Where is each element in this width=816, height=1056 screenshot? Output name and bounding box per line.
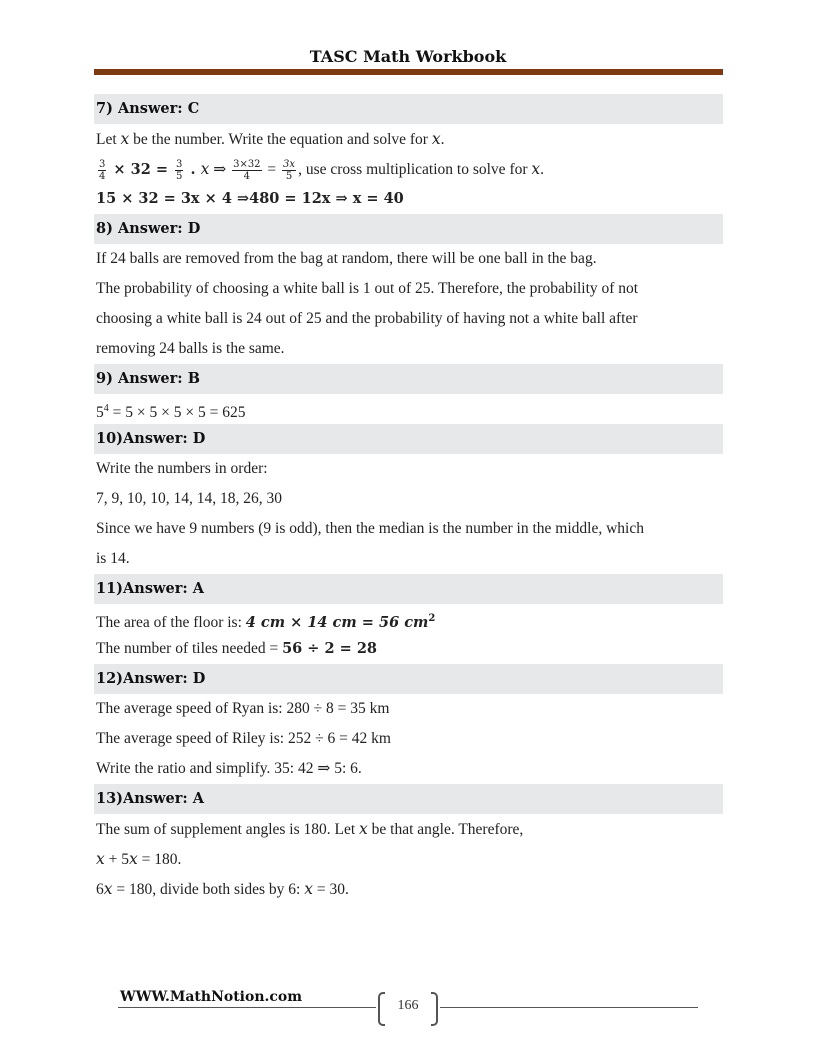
base: 5 bbox=[96, 404, 104, 422]
q7-line-3 bbox=[94, 184, 723, 214]
denominator: 5 bbox=[176, 170, 183, 182]
var-x: x bbox=[103, 880, 113, 898]
exponent: 2 bbox=[428, 613, 436, 624]
q10-line-1: Write the numbers in order: bbox=[96, 460, 268, 477]
math-text: . bbox=[185, 161, 201, 178]
text: = 5 × 5 × 5 × 5 = 625 bbox=[108, 404, 246, 422]
q8-line-1: If 24 balls are removed from the bag at random, there will be one ball in the bag. bbox=[96, 250, 597, 267]
answer-heading-7: 7) Answer: C bbox=[94, 94, 723, 124]
denominator: 4 bbox=[99, 170, 106, 182]
q13-line-2 bbox=[94, 844, 723, 874]
q10-line-3: Since we have 9 numbers (9 is odd), then the median is the number in the middle, which bbox=[96, 520, 644, 537]
text: . bbox=[540, 161, 545, 178]
var-x: x bbox=[359, 820, 368, 838]
answer-heading-10: 10)Answer: D bbox=[94, 424, 723, 454]
footer-website: WWW.MathNotion.com bbox=[120, 989, 303, 1005]
footer-rule-left bbox=[118, 1007, 376, 1008]
fraction-3x-5 bbox=[282, 159, 296, 182]
fraction-3x32-4 bbox=[232, 159, 261, 182]
fraction-3-5 bbox=[175, 159, 183, 182]
q10-line-4: is 14. bbox=[96, 550, 130, 567]
q11-line-2 bbox=[94, 634, 723, 664]
page-number: 166 bbox=[397, 998, 419, 1013]
q12-line-3: Write the ratio and simplify. 35: 42 ⇒ 5: 6. bbox=[96, 760, 362, 777]
text: = 30. bbox=[312, 881, 349, 898]
q11-line-1 bbox=[94, 604, 723, 634]
denominator: 5 bbox=[285, 170, 293, 182]
q9-line-1 bbox=[94, 394, 723, 424]
var-x: x bbox=[96, 850, 105, 868]
q8-line-2: The probability of choosing a white ball is 1 out of 25. Therefore, the probability of not bbox=[96, 280, 639, 297]
text: The sum of supplement angles is 180. Let bbox=[96, 821, 360, 838]
numerator: 3×32 bbox=[233, 158, 261, 170]
fraction-3-4 bbox=[98, 159, 106, 182]
q8-line-3: choosing a white ball is 24 out of 25 and the probability of having not a white ball after bbox=[96, 310, 638, 327]
answer-heading-13: 13)Answer: A bbox=[94, 784, 723, 814]
q13-line-3 bbox=[94, 874, 723, 904]
answer-content bbox=[94, 94, 723, 904]
numerator: 3x bbox=[283, 158, 296, 170]
q7-line-1 bbox=[94, 124, 723, 154]
answer-heading-12: 12)Answer: D bbox=[94, 664, 723, 694]
math-text: ⇒ bbox=[209, 161, 231, 178]
var-x: x bbox=[200, 160, 210, 178]
text: + 5 bbox=[104, 851, 129, 868]
math-text: = bbox=[263, 161, 281, 178]
var-x: x bbox=[431, 130, 441, 148]
footer-rule-right bbox=[440, 1007, 698, 1008]
numerator: 3 bbox=[99, 158, 106, 170]
text: Let bbox=[96, 131, 121, 148]
header-rule bbox=[94, 69, 723, 75]
text: 6 bbox=[96, 881, 104, 898]
exponent: 4 bbox=[103, 403, 109, 414]
text: , use cross multiplication to solve for bbox=[298, 161, 532, 178]
math-expression: 56 ÷ 2 = 28 bbox=[282, 640, 378, 657]
var-x: x bbox=[531, 160, 541, 178]
text: = 180, divide both sides by 6: bbox=[112, 881, 305, 898]
math-solution: 15 × 32 = 3x × 4 ⇒480 = 12x ⇒ x = 40 bbox=[96, 190, 404, 207]
q12-line-2: The average speed of Riley is: 252 ÷ 6 = 42 km bbox=[96, 730, 391, 747]
text: be that angle. Therefore, bbox=[367, 821, 524, 838]
answer-heading-9: 9) Answer: B bbox=[94, 364, 723, 394]
numerator: 3 bbox=[176, 158, 183, 170]
var-x: x bbox=[304, 880, 313, 898]
q7-line-2 bbox=[94, 154, 723, 184]
var-x: x bbox=[129, 850, 138, 868]
denominator: 4 bbox=[243, 170, 250, 182]
text: = 180. bbox=[137, 851, 182, 868]
text: be the number. Write the equation and solve for bbox=[129, 131, 432, 148]
page-number-box bbox=[378, 992, 438, 1024]
q8-line-4: removing 24 balls is the same. bbox=[96, 340, 285, 357]
q10-line-2: 7, 9, 10, 10, 14, 14, 18, 26, 30 bbox=[96, 490, 282, 507]
answer-heading-8: 8) Answer: D bbox=[94, 214, 723, 244]
math-text: × 32 = bbox=[108, 161, 174, 178]
page-header-title: TASC Math Workbook bbox=[309, 47, 507, 66]
text: The number of tiles needed = bbox=[96, 640, 283, 657]
text: . bbox=[440, 131, 445, 148]
var-x: x bbox=[120, 130, 130, 148]
text: The area of the floor is: bbox=[96, 614, 246, 632]
q13-line-1 bbox=[94, 814, 723, 844]
answer-heading-11: 11)Answer: A bbox=[94, 574, 723, 604]
q12-line-1: The average speed of Ryan is: 280 ÷ 8 = 35 km bbox=[96, 700, 390, 717]
math-expression: 4 cm × 14 cm = 56 cm bbox=[245, 614, 429, 632]
